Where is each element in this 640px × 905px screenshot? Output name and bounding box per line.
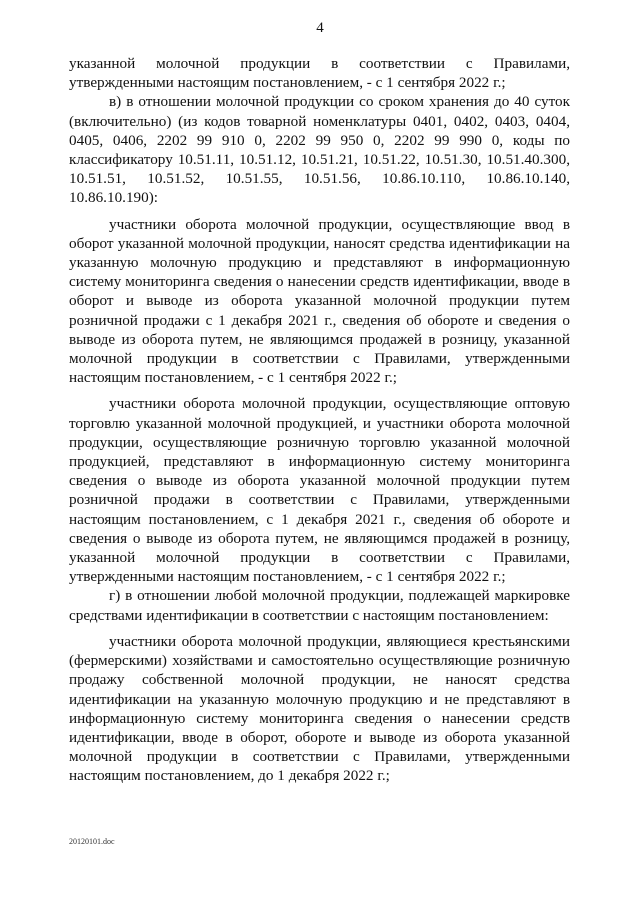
page-number: 4 [316, 20, 324, 36]
document-body [69, 54, 570, 786]
paragraph-item-g-farmers: участники оборота молочной продукции, являющиеся крестьянскими (фермерскими) хозяйствами и самостоятельно осуществляющие розничную продажу собственной молочной продукции, не наносят средства идентификации на указанную молочную продукцию и не представляют в информационную систему мониторинга сведения о нанесении средств идентификации, вводе в оборот, обороте и выводе из оборота указанной молочной продукции в соответствии с Правилами, утвержденными настоящим постановлением, до 1 декабря 2022 г.; [69, 632, 570, 785]
paragraph-item-v-participants-input: участники оборота молочной продукции, осуществляющие ввод в оборот указанной молочной продукции, наносят средства идентификации на указанную молочную продукцию и представляют в информационную систему мониторинга сведения о нанесении средств идентификации, вводе в оборот и выводе из оборота указанной молочной продукции путем розничной продажи с 1 декабря 2021 г., сведения об обороте и сведения о выводе из оборота путем, не являющимся продажей в розницу, указанной молочной продукции в соответствии с Правилами, утвержденными настоящим постановлением, - с 1 сентября 2022 г.; [69, 215, 570, 387]
paragraph-item-v-participants-trade: участники оборота молочной продукции, осуществляющие оптовую торговлю указанной молочной продукцией, и участники оборота молочной продукции, осуществляющие розничную торговлю указанной молочной продукцией, представляют в информационную систему мониторинга сведения о выводе из оборота указанной молочной продукции путем розничной продажи в соответствии с Правилами, утвержденными настоящим постановлением, с 1 декабря 2021 г., сведения об обороте и сведения о выводе из оборота путем, не являющимся продажей в розницу, указанной молочной продукции в соответствии с Правилами, утвержденными настоящим постановлением, - с 1 сентября 2022 г.; [69, 395, 570, 586]
paragraph-continuation: указанной молочной продукции в соответствии с Правилами, утвержденными настоящим постановлением, - с 1 сентября 2022 г.; [69, 55, 570, 92]
paragraph-item-v: в) в отношении молочной продукции со сроком хранения до 40 суток (включительно) (из кодов товарной номенклатуры 0401, 0402, 0403, 0404, 0405, 0406, 2202 99 910 0, 2202 99 950 0, 2202 99 990 0, коды по классификатору 10.51.11, 10.51.12, 10.51.21, 10.51.22, 10.51.30, 10.51.40.300, 10.51.51, 10.51.52, 10.51.55, 10.51.56, 10.86.10.110, 10.86.10.140, 10.86.10.190): [69, 93, 570, 207]
paragraph-item-g: г) в отношении любой молочной продукции, подлежащей маркировке средствами идентификации в соответствии с настоящим постановлением: [69, 587, 570, 624]
file-reference: 20120101.doc [69, 837, 115, 846]
